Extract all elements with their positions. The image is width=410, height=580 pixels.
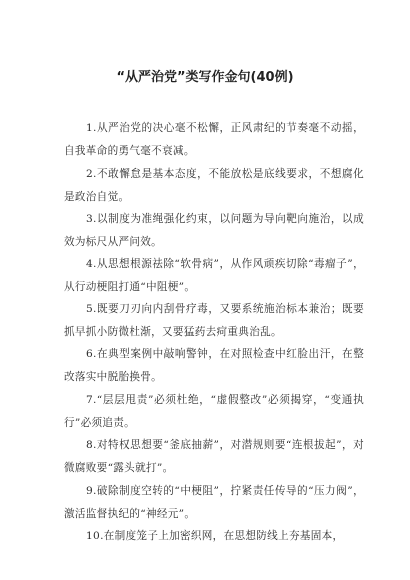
- list-item: 8.对特权思想要“釜底抽薪”，对潜规则要“连根拔起”，对微腐败要“露头就打”。: [64, 439, 364, 474]
- document-title: “从严治党”类写作金句(40例): [116, 70, 294, 85]
- list-item: 4.从思想根源祛除“软骨病”，从作风顽疾切除“毒瘤子”，从行动梗阻打通“中阻梗”。: [64, 258, 364, 293]
- list-item: 5.既要刀刃向内刮骨疗毒，又要系统施治标本兼治；既要抓早抓小防微杜渐，又要猛药去疴重典治乱。: [64, 303, 364, 338]
- list-item: 7.“层层甩责”必须杜绝，“虚假整改”必须揭穿，“变通执行”必须追责。: [64, 394, 364, 429]
- list-item: 6.在典型案例中敲响警钟，在对照检查中红脸出汗，在整改落实中脱胎换骨。: [64, 348, 364, 383]
- list-item: 1.从严治党的决心毫不松懈，正风肃纪的节奏毫不动摇，自我革命的勇气毫不衰减。: [64, 122, 364, 157]
- list-item: 2.不敢懈怠是基本态度，不能放松是底线要求，不想腐化是政治自觉。: [64, 168, 364, 203]
- list-item: 9.破除制度空转的“中梗阻”，拧紧责任传导的“压力阀”，激活监督执纪的“神经元”。: [64, 485, 364, 520]
- list-item: 3.以制度为准绳强化约束，以问题为导向靶向施治，以成效为标尺从严问效。: [64, 213, 364, 248]
- list-item: 10.在制度笼子上加密织网，在思想防线上夯基固本，: [86, 530, 344, 542]
